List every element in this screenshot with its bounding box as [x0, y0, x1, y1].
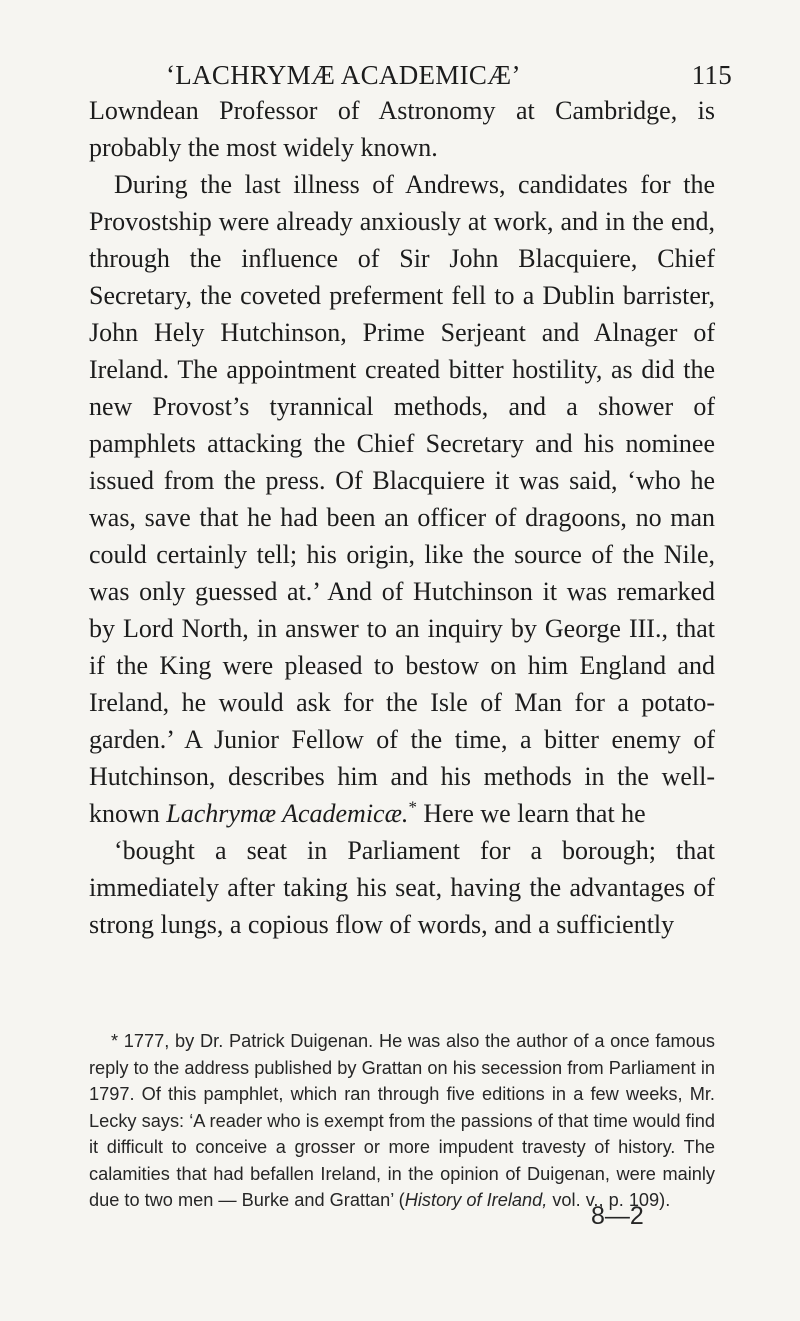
printer-signature-mark: 8—2	[591, 1202, 644, 1230]
footnote-reference[interactable]: *	[408, 797, 417, 817]
footnote-tail: vol. v., p. 109).	[547, 1190, 671, 1210]
paragraph-2-tail: Here we learn that he	[416, 799, 646, 828]
paragraph-2-text: During the last illness of Andrews, candidates for the Provostship were already anxiously at work, and in the end, through the influence of Sir John Blacquiere, Chief Secretary, the coveted preferment fell to a Dublin barrister, John Hely Hutchinson, Prime Serjeant and Alnager of Ireland. The appointment created bitter hostility, as did the new Provost’s tyrannical methods, and a shower of pamphlets attacking the Chief Secretary and his nominee issued from the press. Of Blacquiere it was said, ‘who he was, save that he had been an officer of dragoons, no man could certainly tell; his origin, like the source of the Nile, was only guessed at.’ And of Hutchinson it was remarked by Lord North, in answer to an inquiry by George III., that if the King were pleased to bestow on him England and Ireland, he would ask for the Isle of Man for a potato-garden.’ A Junior Fellow of the time, a bitter enemy of Hutchinson, describes him and his methods in the well-known	[89, 170, 715, 828]
footnote-body: 1777, by Dr. Patrick Duigenan. He was also the author of a once famous reply to the address published by Grattan on his secession from Parliament in 1797. Of this pamphlet, which ran through five editions in a few weeks, Mr. Lecky says: ‘A reader who is exempt from the passions of that time would find it difficult to conceive a grosser or more impudent travesty of history. The calamities that had befallen Ireland, in the opinion of Duigenan, were mainly due to two men — Burke and Grattan’ (	[89, 1031, 715, 1210]
footnote	[89, 1028, 715, 1214]
footnote-mark: *	[111, 1031, 119, 1051]
body-text	[89, 92, 715, 943]
book-title-italic: Lachrymæ Academicæ.	[166, 799, 409, 828]
footnote-cited-work: History of Ireland,	[404, 1190, 548, 1210]
block-quote	[89, 832, 715, 943]
running-title: ‘LACHRYMÆ ACADEMICÆ’	[166, 60, 521, 90]
paragraph-2	[89, 166, 715, 832]
quote-text: ‘bought a seat in Parliament for a borough; that immediately after taking his seat, having the advantages of strong lungs, a copious flow of words, and a sufficiently	[89, 836, 715, 939]
page-number: 115	[691, 60, 732, 90]
paragraph-1: Lowndean Professor of Astronomy at Cambridge, is probably the most widely known.	[89, 96, 715, 162]
footnote-text	[89, 1028, 715, 1214]
